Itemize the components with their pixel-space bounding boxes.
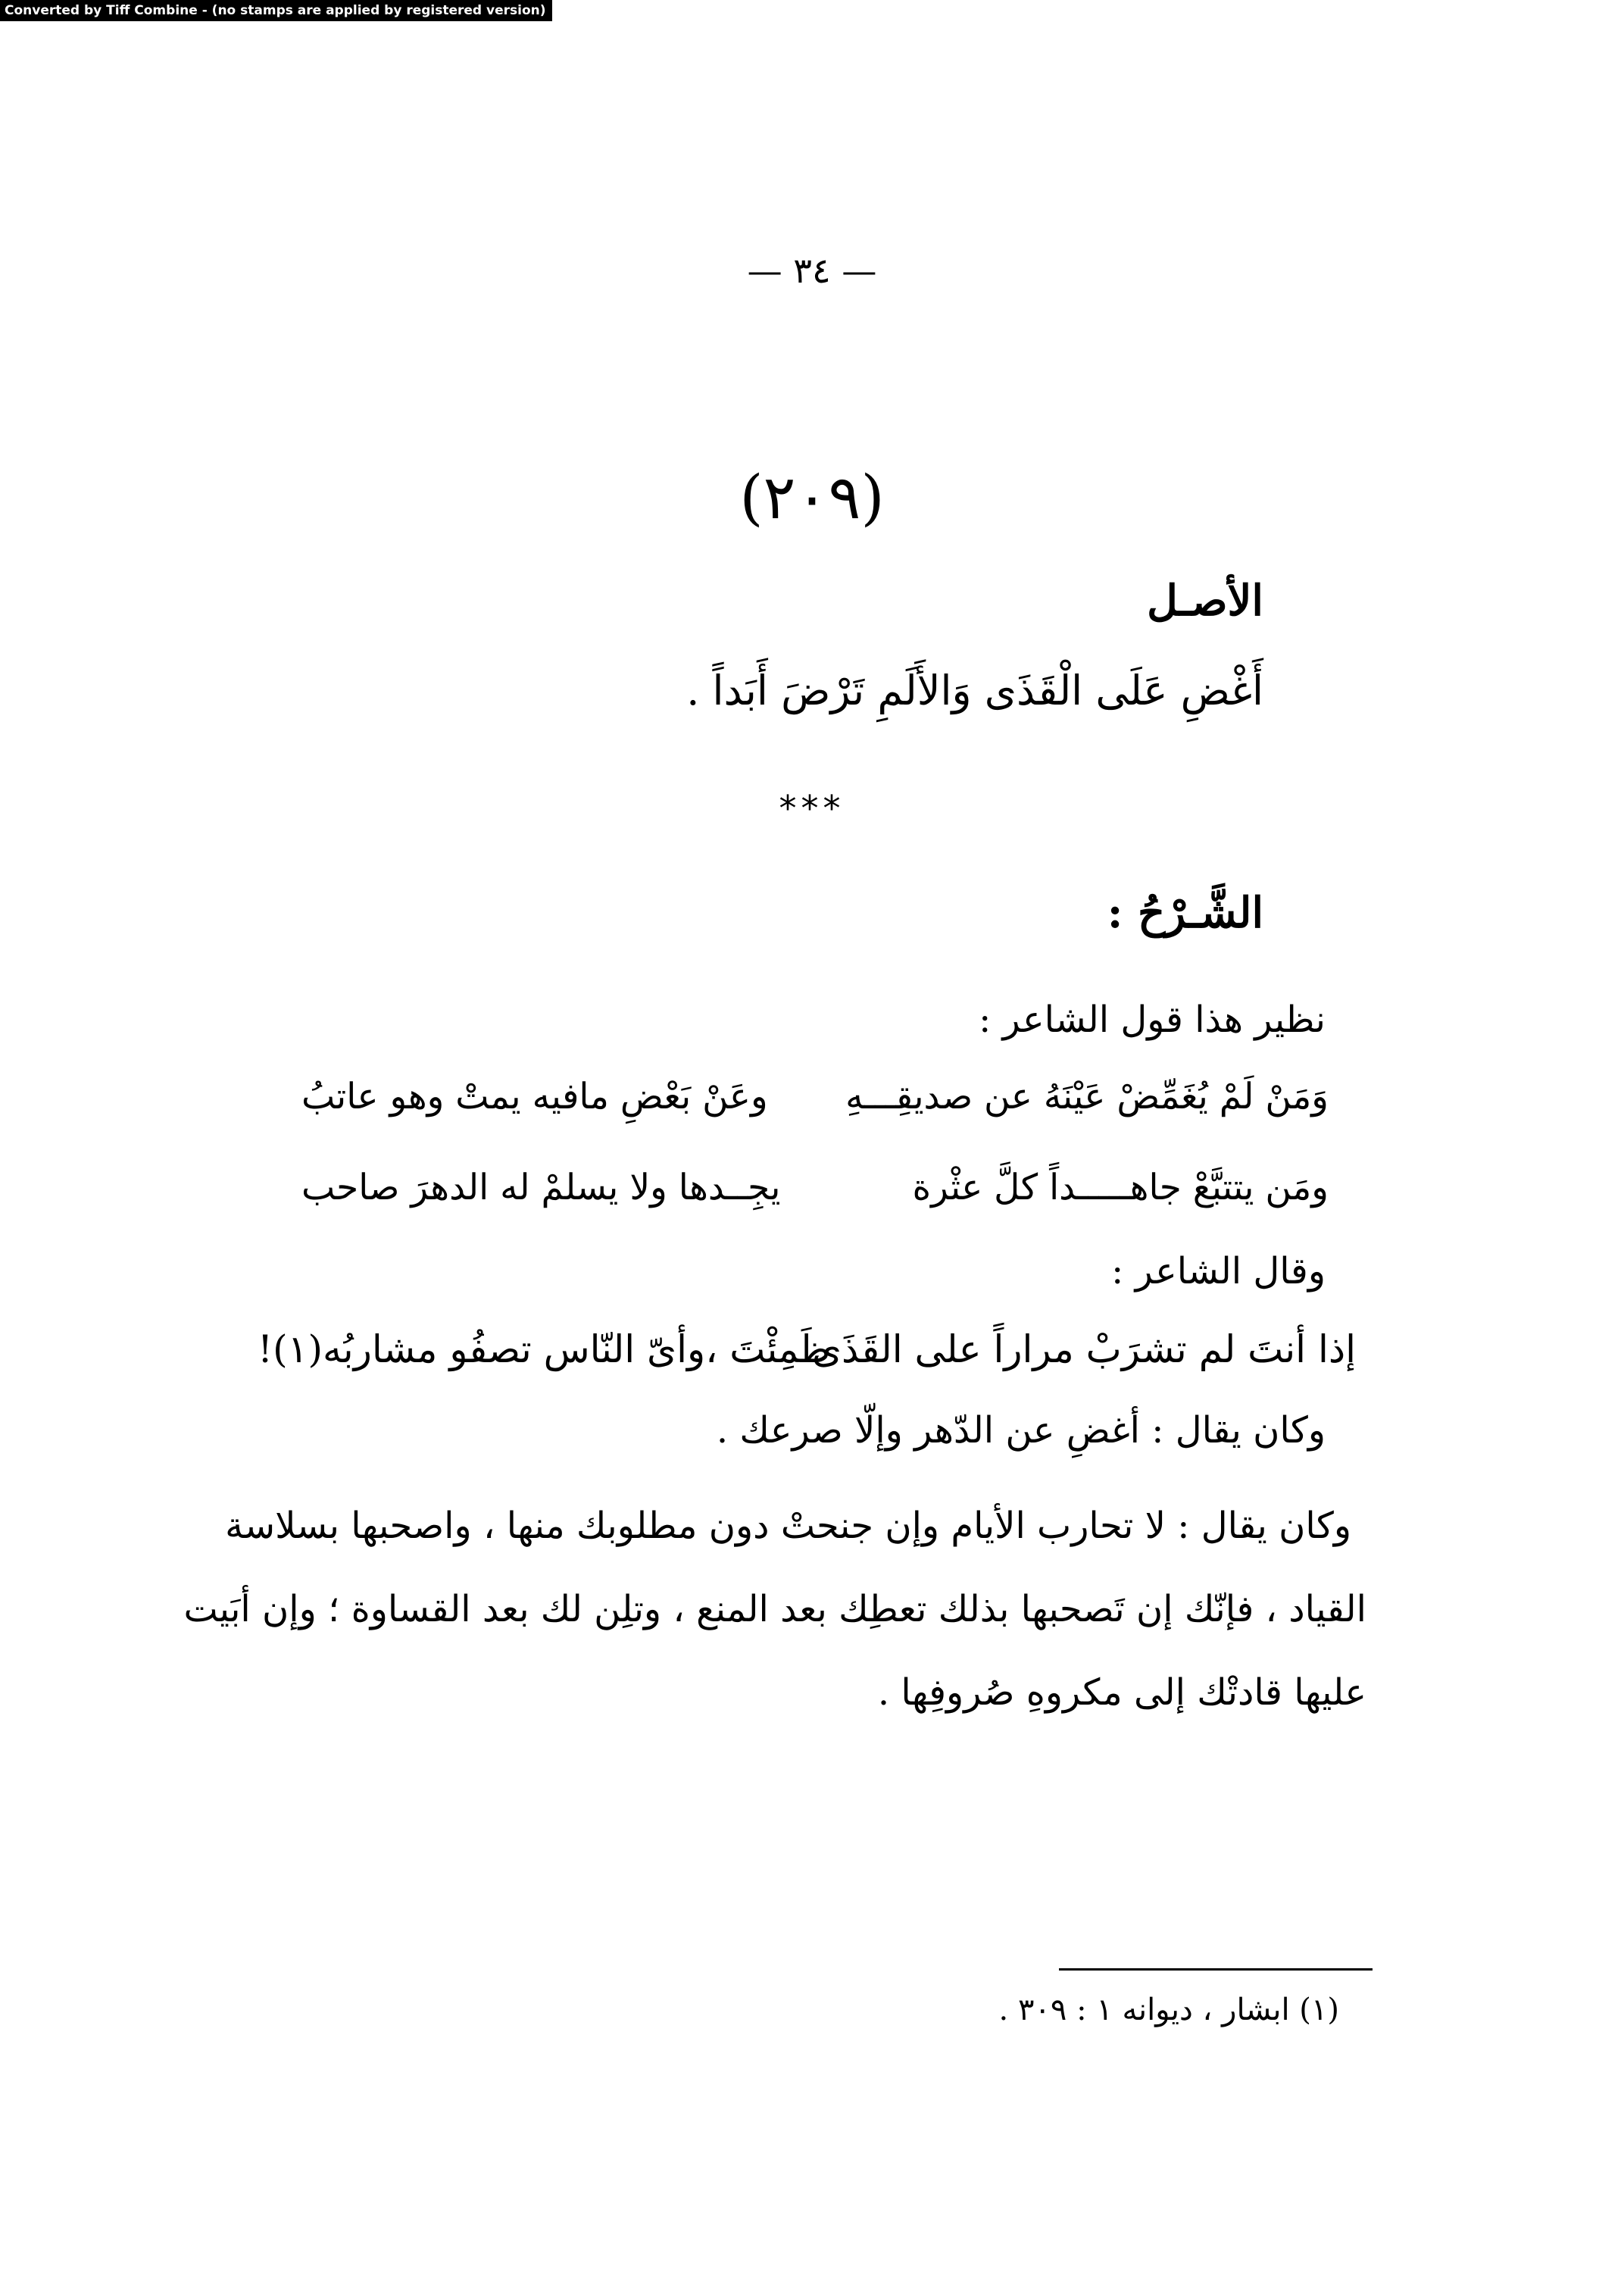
commentary-heading: الشَّـرْحُ : <box>1107 888 1263 938</box>
verse-1b-second: يجِــدها ولا يسلمْ له الدهرَ صاحب <box>301 1167 781 1208</box>
saying-2-line-2: القياد ، فإنّك إن تَصحبها بذلك تعطِك بعد المنع ، وتلِن لك بعد القساوة ؛ وإن أبَيت <box>183 1588 1366 1630</box>
converter-banner: Converted by Tiff Combine - (no stamps are applied by registered version) <box>0 0 552 21</box>
verse-2-first: إذا أنتَ لم تشرَبْ مراراً على القَذَى <box>811 1327 1356 1371</box>
verse-1a-second: وعَنْ بَعْضِ مافيه يمتْ وهو عاتبُ <box>301 1076 768 1117</box>
footnote: (١) ابشار ، ديوانه ١ : ٣٠٩ . <box>998 1993 1339 2027</box>
intro-line-2: وقال الشاعر : <box>1111 1250 1326 1292</box>
footnote-rule <box>1059 1968 1373 1971</box>
separator: *** <box>779 788 845 829</box>
verse-1a-first: وَمَنْ لَمْ يُغَمِّضْ عَيْنَهُ عن صديقِـــهِ <box>845 1076 1329 1117</box>
page-number: — ٣٤ — <box>747 250 877 291</box>
entry-number: (٢٠٩) <box>739 462 885 533</box>
saying-2-line-3: عليها قادتْك إلى مكروهِ صُروفِها . <box>877 1671 1366 1714</box>
original-text: أَغْضِ عَلَى الْقَذَى وَالأَلَمِ تَرْضَ أَبَداً . <box>686 667 1263 714</box>
saying-2-line-1: وكان يقال : لا تحارب الأيام وإن جنحتْ دون مطلوبك منها ، واصحبها بسلاسة <box>225 1505 1351 1547</box>
original-heading: الأصـل <box>1147 576 1263 626</box>
saying-1: وكان يقال : أغضِ عن الدّهر وإلّا صرعك . <box>716 1409 1326 1452</box>
verse-2-second: ظَمِئْتَ ،وأىّ النّاس تصفُو مشاربُه(١)! <box>258 1327 831 1371</box>
verse-1b-first: ومَن يتتبَّعْ جاهـــــداً كلَّ عثْرة <box>912 1167 1329 1208</box>
intro-line: نظير هذا قول الشاعر : <box>979 999 1326 1041</box>
